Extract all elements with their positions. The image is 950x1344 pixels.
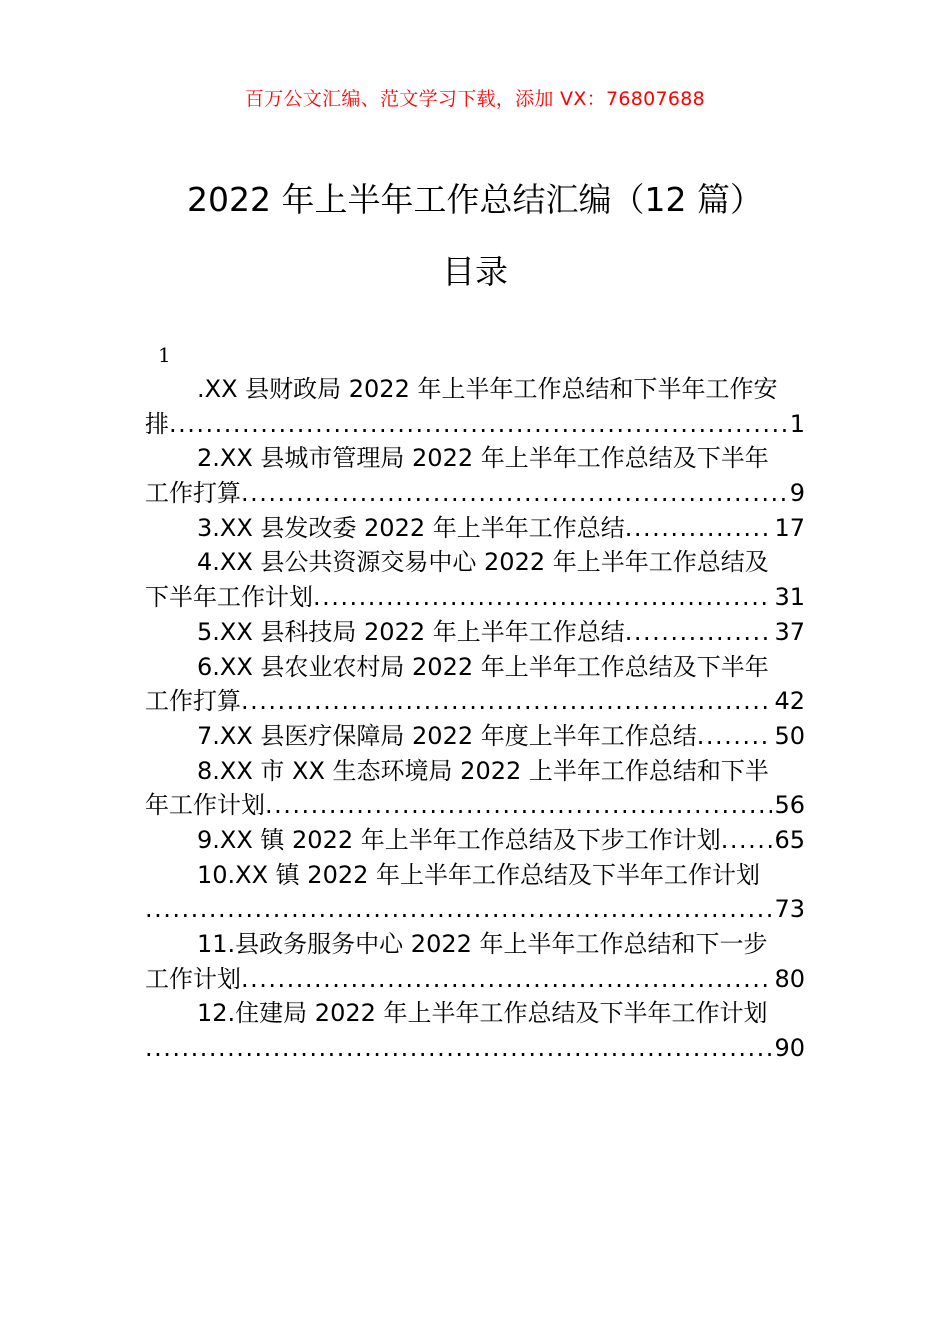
dot-leader (145, 892, 772, 927)
toc-entry-title: 12.住建局 2022 年上半年工作总结及下半年工作计划 (197, 999, 768, 1028)
toc-page-number: 50 (774, 721, 805, 750)
toc-entry-title-cont: 工作打算 (145, 479, 241, 508)
toc-page-number: 42 (774, 687, 805, 716)
toc-page-number: 17 (774, 513, 805, 542)
dot-leader (625, 511, 773, 546)
toc-page-number: 9 (789, 479, 805, 508)
toc-entry-title: 9.XX 镇 2022 年上半年工作总结及下步工作计划 (197, 825, 721, 854)
toc-entry-title: 2.XX 县城市管理局 2022 年上半年工作总结及下半年 (197, 444, 769, 473)
toc-entry[interactable] (145, 996, 805, 1065)
dot-leader (721, 823, 773, 858)
dot-leader (625, 615, 773, 650)
toc-page-number: 73 (774, 895, 805, 924)
toc-entry[interactable] (145, 372, 805, 441)
toc-page-number: 90 (774, 1034, 805, 1063)
toc-entry-title: 8.XX 市 XX 生态环境局 2022 上半年工作总结和下半 (197, 756, 769, 785)
toc-entry-title-cont: 工作计划 (145, 964, 241, 993)
dot-leader (241, 962, 772, 997)
dot-leader (145, 1031, 772, 1066)
toc-entry[interactable] (145, 754, 805, 823)
footnote-number: 1 (158, 343, 171, 367)
dot-leader (313, 580, 772, 615)
toc-page-number: 37 (774, 617, 805, 646)
table-of-contents (145, 372, 805, 1066)
download-banner: 百万公文汇编、范文学习下载，添加 VX：76807688 (244, 88, 706, 110)
toc-entry[interactable] (145, 441, 805, 510)
toc-page-number: 80 (774, 964, 805, 993)
toc-entry-title-cont: 下半年工作计划 (145, 583, 313, 612)
toc-entry-title: 3.XX 县发改委 2022 年上半年工作总结 (197, 513, 625, 542)
toc-entry[interactable] (145, 927, 805, 996)
toc-page-number: 56 (774, 791, 805, 820)
toc-entry[interactable] (145, 650, 805, 719)
toc-heading: 目录 (442, 252, 508, 291)
document-title: 2022 年上半年工作总结汇编（12 篇） (187, 180, 763, 219)
toc-entry-title-cont: 排 (145, 409, 169, 438)
toc-entry-title: 5.XX 县科技局 2022 年上半年工作总结 (197, 617, 625, 646)
toc-entry[interactable] (145, 615, 805, 650)
toc-entry-title: 6.XX 县农业农村局 2022 年上半年工作总结及下半年 (197, 652, 769, 681)
dot-leader (265, 788, 772, 823)
dot-leader (241, 684, 772, 719)
toc-entry-title: 11.县政务服务中心 2022 年上半年工作总结和下一步 (197, 930, 768, 958)
dot-leader (169, 407, 788, 442)
toc-page-number: 1 (789, 409, 805, 438)
toc-entry-title: 7.XX 县医疗保障局 2022 年度上半年工作总结 (197, 721, 697, 750)
toc-page-number: 31 (774, 583, 805, 612)
toc-entry-title-cont: 年工作计划 (145, 791, 265, 820)
toc-entry-title-cont: 工作打算 (145, 687, 241, 716)
toc-entry[interactable] (145, 823, 805, 858)
toc-entry-title: 10.XX 镇 2022 年上半年工作总结及下半年工作计划 (197, 860, 761, 889)
dot-leader (697, 719, 773, 754)
dot-leader (241, 476, 788, 511)
toc-entry-title: 4.XX 县公共资源交易中心 2022 年上半年工作总结及 (197, 548, 769, 577)
toc-page-number: 65 (774, 825, 805, 854)
toc-entry-title: .XX 县财政局 2022 年上半年工作总结和下半年工作安 (197, 375, 778, 403)
toc-entry[interactable] (145, 545, 805, 614)
toc-entry[interactable] (145, 511, 805, 546)
toc-entry[interactable] (145, 719, 805, 754)
toc-entry[interactable] (145, 858, 805, 927)
